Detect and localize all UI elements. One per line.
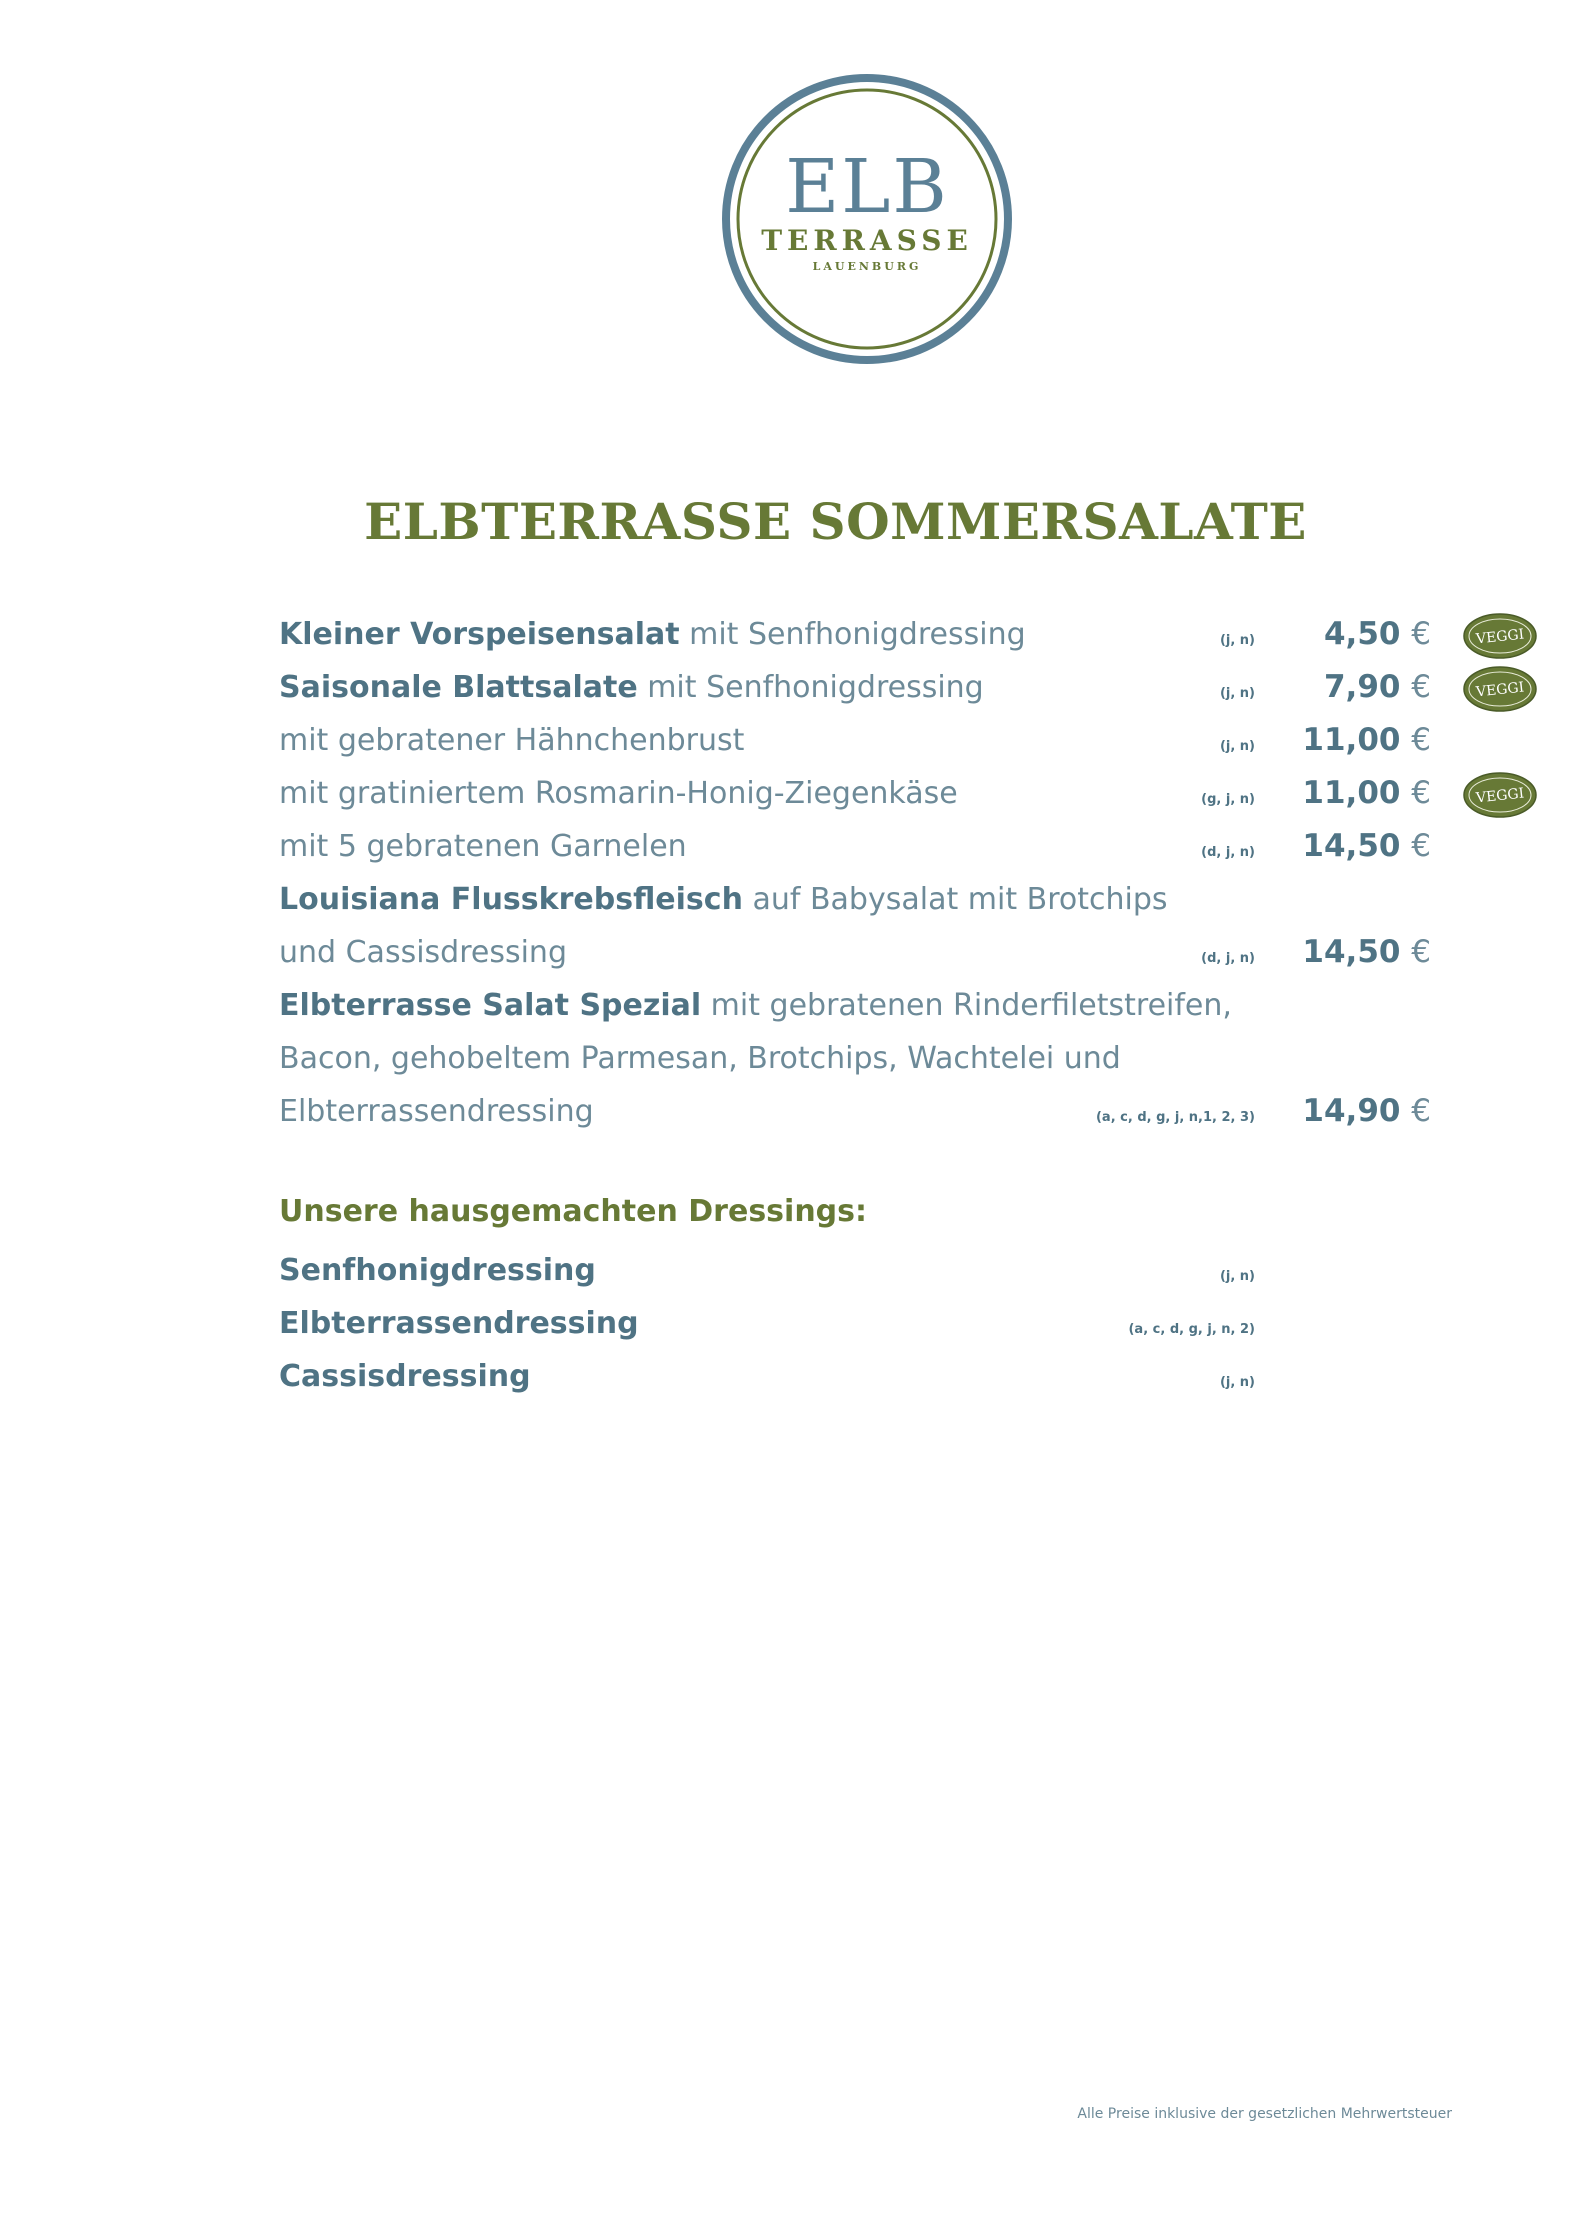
menu-item-detail: mit gebratenen Rinderfiletstreifen, [701, 988, 1232, 1023]
menu-item-price [279, 767, 1431, 820]
menu-item-price [279, 714, 1431, 767]
allergen-codes: (g, j, n) [1201, 792, 1255, 807]
price-currency: € [1411, 934, 1431, 970]
elbterrasse-logo [720, 72, 1014, 366]
menu-item-row [279, 926, 1571, 979]
allergen-codes: (d, j, n) [1201, 845, 1255, 860]
menu-item-detail: mit Senfhonigdressing [637, 670, 984, 705]
allergen-codes: (a, c, d, g, j, n,1, 2, 3) [1095, 1110, 1255, 1125]
price-currency: € [1411, 616, 1431, 652]
veggi-badge-icon [1462, 665, 1538, 713]
dressing-row [279, 1350, 1571, 1403]
menu-item-description [279, 988, 1232, 1023]
logo-line2: TERRASSE [761, 224, 973, 257]
menu-item-name: Elbterrasse Salat Spezial [279, 988, 702, 1023]
veggi-badge-icon [1462, 771, 1538, 819]
menu-item-detail: auf Babysalat mit Brotchips [742, 882, 1168, 917]
price-value: 14,50 [1302, 828, 1401, 864]
allergen-codes: (j, n) [1219, 1375, 1255, 1390]
price-currency: € [1411, 722, 1431, 758]
menu-item-detail: mit gebratener Hähnchenbrust [279, 723, 745, 758]
page-title: ELBTERRASSE SOMMERSALATE [364, 492, 1307, 551]
menu-item-row [279, 979, 1571, 1032]
allergen-codes: (j, n) [1219, 633, 1255, 648]
dressing-name: Cassisdressing [279, 1359, 531, 1394]
menu-item-row [279, 714, 1571, 767]
veggi-label: VEGGI [1475, 785, 1525, 807]
logo-emblem [720, 72, 1014, 366]
menu-item-price [279, 926, 1431, 979]
logo-line1: ELB [785, 144, 949, 230]
allergen-codes: (j, n) [1219, 1269, 1255, 1284]
dressing-name: Elbterrassendressing [279, 1306, 639, 1341]
menu-item-detail: und Cassisdressing [279, 935, 567, 970]
menu-item-row [279, 820, 1571, 873]
menu-item-row [279, 661, 1571, 714]
menu-item-row [279, 873, 1571, 926]
price-currency: € [1411, 828, 1431, 864]
menu-item-price [279, 661, 1431, 714]
price-value: 4,50 [1323, 616, 1401, 652]
price-value: 7,90 [1323, 669, 1401, 705]
menu-item-description [279, 882, 1168, 917]
price-currency: € [1411, 1093, 1431, 1129]
logo-line3: LAUENBURG [812, 260, 922, 273]
price-currency: € [1411, 775, 1431, 811]
menu-item-price [279, 608, 1431, 661]
menu-item-name: Louisiana Flusskrebsfleisch [279, 882, 743, 917]
dressings-heading: Unsere hausgemachten Dressings: [279, 1194, 868, 1229]
price-value: 14,90 [1302, 1093, 1401, 1129]
menu-item-detail: mit gratiniertem Rosmarin-Honig-Ziegenkäse [279, 776, 958, 811]
menu-item-detail: mit Senfhonigdressing [679, 617, 1026, 652]
menu-item-description [279, 1041, 1121, 1076]
price-value: 14,50 [1302, 934, 1401, 970]
price-value: 11,00 [1302, 722, 1401, 758]
menu-item-row [279, 767, 1571, 820]
dressing-name: Senfhonigdressing [279, 1253, 596, 1288]
menu-item-detail: Elbterrassendressing [279, 1094, 594, 1129]
menu-item-detail: mit 5 gebratenen Garnelen [279, 829, 687, 864]
veggi-badge-icon [1462, 612, 1538, 660]
menu-item-row [279, 1032, 1571, 1085]
vat-note: Alle Preise inklusive der gesetzlichen Mehrwertsteuer [1077, 2106, 1452, 2122]
allergen-codes: (d, j, n) [1201, 951, 1255, 966]
menu-item-row [279, 1085, 1571, 1138]
menu-item-detail: Bacon, gehobeltem Parmesan, Brotchips, Wachtelei und [279, 1041, 1121, 1076]
salad-menu-list [279, 608, 1571, 1138]
dressings-list [279, 1244, 1571, 1403]
dressing-row [279, 1244, 1571, 1297]
menu-item-row [279, 608, 1571, 661]
dressing-row [279, 1297, 1571, 1350]
price-value: 11,00 [1302, 775, 1401, 811]
menu-item-price [279, 820, 1431, 873]
menu-item-price [279, 1085, 1431, 1138]
menu-item-name: Saisonale Blattsalate [279, 670, 638, 705]
veggi-label: VEGGI [1475, 626, 1525, 648]
allergen-codes: (a, c, d, g, j, n, 2) [1128, 1322, 1255, 1337]
allergen-codes: (j, n) [1219, 739, 1255, 754]
allergen-codes: (j, n) [1219, 686, 1255, 701]
veggi-label: VEGGI [1475, 679, 1525, 701]
menu-item-name: Kleiner Vorspeisensalat [279, 617, 680, 652]
price-currency: € [1411, 669, 1431, 705]
